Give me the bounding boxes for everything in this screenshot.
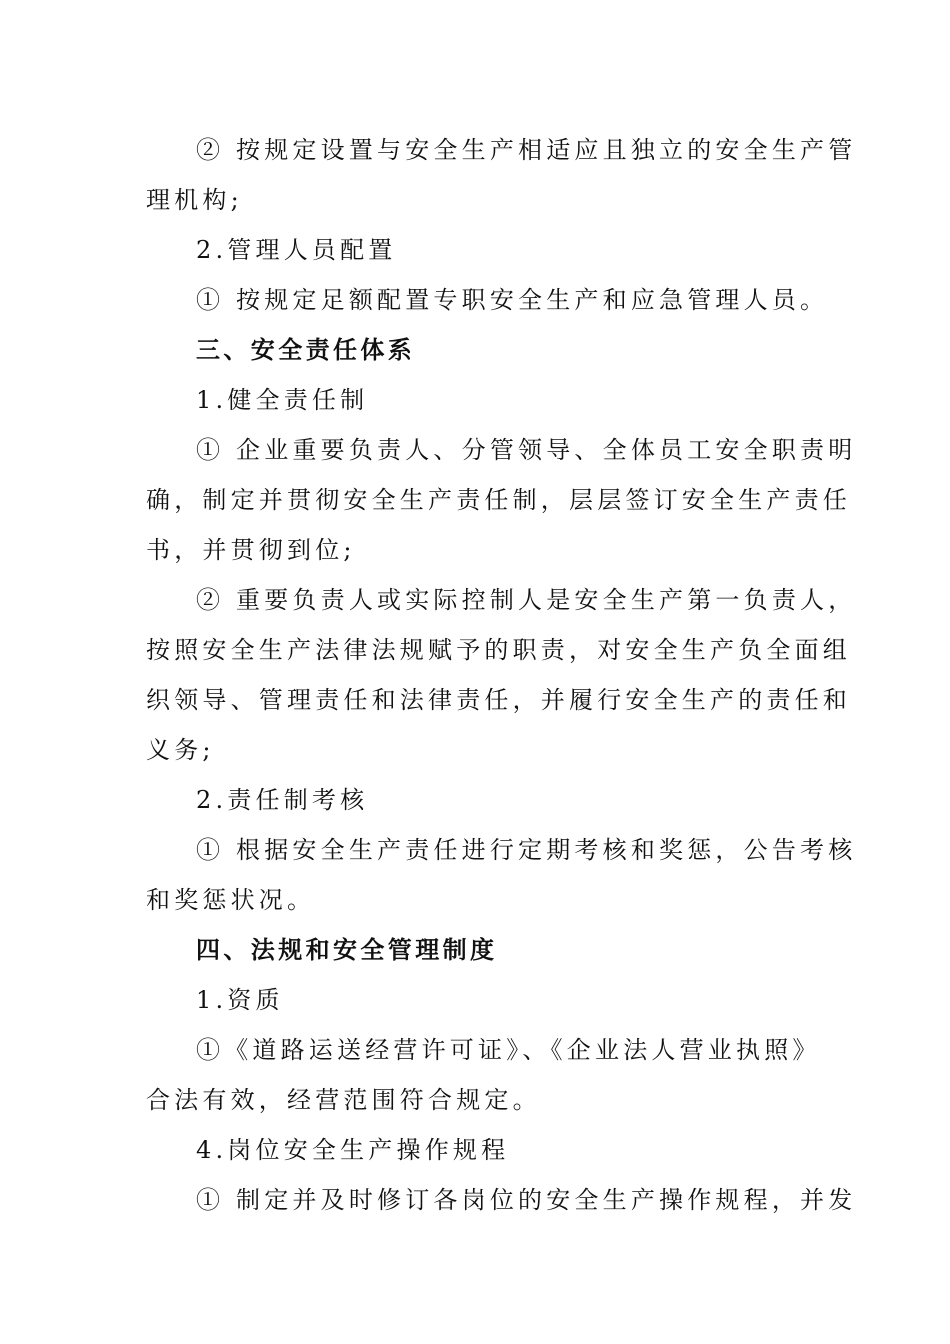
paragraph-line: 合法有效，经营范围符合规定。: [146, 1086, 541, 1114]
paragraph-line: 织领导、管理责任和法律责任，并履行安全生产的责任和: [146, 686, 851, 714]
paragraph-line: ① 企业重要负责人、分管领导、全体员工安全职责明: [196, 436, 857, 464]
subsection-title: 1.资质: [196, 986, 284, 1014]
paragraph-line: 按照安全生产法律法规赋予的职责，对安全生产负全面组: [146, 636, 851, 664]
subsection-title: 4.岗位安全生产操作规程: [196, 1136, 510, 1164]
subsection-title: 1.健全责任制: [196, 386, 369, 414]
paragraph-line: 书，并贯彻到位;: [146, 536, 356, 564]
paragraph-line: ①《道路运送经营许可证》、《企业法人营业执照》: [196, 1036, 821, 1064]
paragraph-line: ① 根据安全生产责任进行定期考核和奖惩，公告考核: [196, 836, 857, 864]
paragraph-line: ② 按规定设置与安全生产相适应且独立的安全生产管: [196, 136, 857, 164]
paragraph-line: ① 制定并及时修订各岗位的安全生产操作规程，并发: [196, 1186, 857, 1214]
section-heading: 三、安全责任体系: [196, 336, 416, 364]
paragraph-line: 和奖惩状况。: [146, 886, 316, 914]
subsection-title: 2.管理人员配置: [196, 236, 397, 264]
subsection-title: 2.责任制考核: [196, 786, 369, 814]
paragraph-line: ② 重要负责人或实际控制人是安全生产第一负责人，: [196, 586, 857, 614]
section-heading: 四、法规和安全管理制度: [196, 936, 498, 964]
paragraph-line: 义务;: [146, 736, 215, 764]
paragraph-line: 理机构;: [146, 186, 243, 214]
paragraph-line: 确，制定并贯彻安全生产责任制，层层签订安全生产责任: [146, 486, 851, 514]
paragraph-line: ① 按规定足额配置专职安全生产和应急管理人员。: [196, 286, 829, 314]
